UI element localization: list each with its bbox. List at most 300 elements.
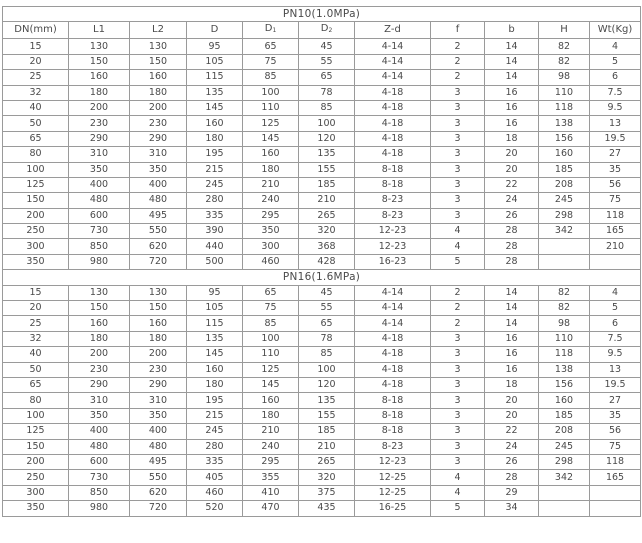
column-header: [485, 22, 539, 39]
table-cell: 4-14: [355, 54, 431, 69]
table-cell: 110: [243, 100, 299, 115]
table-cell: 12-25: [355, 470, 431, 485]
table-cell: 310: [69, 393, 130, 408]
table-cell: 2: [431, 285, 485, 300]
table-cell: 245: [539, 193, 590, 208]
table-cell: 3: [431, 131, 485, 146]
table-cell: 16: [485, 85, 539, 100]
table-cell: 155: [299, 162, 355, 177]
table-cell: 208: [539, 177, 590, 192]
table-cell: 280: [187, 193, 243, 208]
table-cell: 200: [130, 100, 187, 115]
table-cell: 250: [3, 470, 69, 485]
table-cell: 125: [243, 362, 299, 377]
table-row: [3, 316, 641, 331]
column-header: [590, 22, 641, 39]
table-cell: 4-18: [355, 147, 431, 162]
table-cell: 4-14: [355, 316, 431, 331]
table-cell: 120: [299, 131, 355, 146]
column-header: [299, 22, 355, 39]
table-cell: 180: [187, 131, 243, 146]
table-cell: 250: [3, 224, 69, 239]
table-cell: 118: [539, 100, 590, 115]
table-cell: 5: [590, 301, 641, 316]
table-cell: 82: [539, 285, 590, 300]
table-row: [3, 85, 641, 100]
table-cell: 230: [130, 116, 187, 131]
table-cell: 350: [69, 162, 130, 177]
table-cell: 16: [485, 116, 539, 131]
table-cell: 14: [485, 316, 539, 331]
table-cell: 600: [69, 208, 130, 223]
table-row: [3, 377, 641, 392]
table-cell: 145: [243, 377, 299, 392]
table-cell: 150: [3, 193, 69, 208]
table-cell: 100: [3, 162, 69, 177]
table-cell: 115: [187, 70, 243, 85]
table-cell: 3: [431, 377, 485, 392]
table-cell: 240: [243, 193, 299, 208]
table-cell: 350: [3, 501, 69, 516]
section-title-row: [3, 270, 641, 285]
table-cell: 3: [431, 331, 485, 346]
table-cell: 125: [3, 177, 69, 192]
table-cell: 28: [485, 254, 539, 269]
table-cell: 730: [69, 470, 130, 485]
table-cell: 980: [69, 254, 130, 269]
table-cell: 130: [69, 39, 130, 54]
table-row: [3, 239, 641, 254]
table-cell: 12-25: [355, 485, 431, 500]
table-cell: 350: [243, 224, 299, 239]
table-cell: 55: [299, 301, 355, 316]
table-cell: 20: [485, 147, 539, 162]
column-header: [539, 22, 590, 39]
table-cell: 56: [590, 424, 641, 439]
table-cell: 3: [431, 147, 485, 162]
table-cell: 160: [539, 393, 590, 408]
table-cell: 85: [299, 347, 355, 362]
table-cell: 520: [187, 501, 243, 516]
table-cell: [590, 485, 641, 500]
table-cell: 100: [299, 116, 355, 131]
table-cell: 2: [431, 316, 485, 331]
table-cell: 13: [590, 362, 641, 377]
table-cell: 16-25: [355, 501, 431, 516]
table-cell: 7.5: [590, 331, 641, 346]
table-cell: 4: [431, 470, 485, 485]
section-title-row: [3, 7, 641, 22]
table-cell: 8-18: [355, 393, 431, 408]
table-cell: 85: [243, 316, 299, 331]
table-cell: 298: [539, 454, 590, 469]
table-cell: 185: [539, 408, 590, 423]
table-cell: 4: [431, 485, 485, 500]
table-cell: 180: [187, 377, 243, 392]
table-cell: 135: [187, 331, 243, 346]
table-row: [3, 347, 641, 362]
table-cell: 130: [130, 285, 187, 300]
table-cell: 165: [590, 224, 641, 239]
column-header-subscript: 2: [328, 27, 333, 35]
table-cell: [539, 254, 590, 269]
column-header: [355, 22, 431, 39]
table-cell: 15: [3, 39, 69, 54]
table-cell: 350: [69, 408, 130, 423]
table-cell: 295: [243, 208, 299, 223]
table-cell: 4: [590, 285, 641, 300]
table-cell: 40: [3, 347, 69, 362]
table-row: [3, 208, 641, 223]
table-cell: 35: [590, 408, 641, 423]
table-cell: 180: [69, 85, 130, 100]
column-header-label: b: [508, 24, 515, 36]
table-cell: 8-23: [355, 193, 431, 208]
spec-table-container: [2, 6, 640, 517]
table-row: [3, 408, 641, 423]
table-cell: [590, 254, 641, 269]
table-cell: 195: [187, 147, 243, 162]
table-cell: 65: [243, 285, 299, 300]
table-cell: 160: [130, 316, 187, 331]
table-cell: 130: [130, 39, 187, 54]
table-cell: 150: [3, 439, 69, 454]
table-cell: 245: [187, 424, 243, 439]
table-cell: 16: [485, 100, 539, 115]
table-cell: 3: [431, 116, 485, 131]
table-cell: 4-18: [355, 331, 431, 346]
table-cell: 290: [130, 131, 187, 146]
table-cell: 82: [539, 54, 590, 69]
table-cell: 50: [3, 116, 69, 131]
table-cell: 160: [187, 362, 243, 377]
table-cell: 100: [3, 408, 69, 423]
table-cell: 4-18: [355, 131, 431, 146]
table-cell: 405: [187, 470, 243, 485]
table-cell: 160: [69, 70, 130, 85]
table-cell: 230: [130, 362, 187, 377]
column-header: [187, 22, 243, 39]
table-cell: 155: [299, 408, 355, 423]
table-cell: 20: [485, 393, 539, 408]
table-cell: 342: [539, 470, 590, 485]
header-row: [3, 22, 641, 39]
table-cell: 65: [3, 131, 69, 146]
table-cell: [539, 485, 590, 500]
table-cell: 32: [3, 331, 69, 346]
table-cell: 215: [187, 408, 243, 423]
table-cell: 85: [299, 100, 355, 115]
table-cell: 80: [3, 393, 69, 408]
table-cell: 65: [299, 70, 355, 85]
table-cell: 22: [485, 177, 539, 192]
section-title-pn10: PN10(1.0MPa): [3, 7, 641, 22]
table-cell: 105: [187, 54, 243, 69]
table-cell: 335: [187, 454, 243, 469]
table-cell: 100: [299, 362, 355, 377]
table-cell: 55: [299, 54, 355, 69]
table-cell: 3: [431, 393, 485, 408]
table-row: [3, 331, 641, 346]
table-cell: 165: [590, 470, 641, 485]
table-cell: 125: [3, 424, 69, 439]
table-cell: 290: [69, 377, 130, 392]
table-cell: 65: [299, 316, 355, 331]
table-cell: 80: [3, 147, 69, 162]
table-cell: 720: [130, 254, 187, 269]
table-cell: 25: [3, 316, 69, 331]
table-cell: 75: [243, 301, 299, 316]
table-cell: 480: [130, 439, 187, 454]
table-cell: 135: [299, 393, 355, 408]
table-row: [3, 147, 641, 162]
table-cell: 428: [299, 254, 355, 269]
table-body: [3, 7, 641, 517]
column-header-label: H: [560, 24, 568, 36]
table-cell: 3: [431, 193, 485, 208]
table-cell: 45: [299, 39, 355, 54]
table-cell: 160: [243, 147, 299, 162]
table-cell: 265: [299, 454, 355, 469]
table-cell: 120: [299, 377, 355, 392]
table-cell: 19.5: [590, 377, 641, 392]
table-cell: 310: [130, 393, 187, 408]
table-row: [3, 393, 641, 408]
table-row: [3, 131, 641, 146]
table-cell: 300: [3, 239, 69, 254]
table-cell: 300: [3, 485, 69, 500]
table-cell: 85: [243, 70, 299, 85]
table-cell: 16: [485, 331, 539, 346]
table-cell: 138: [539, 116, 590, 131]
section-title-pn16: PN16(1.6MPa): [3, 270, 641, 285]
table-cell: 75: [243, 54, 299, 69]
table-cell: 180: [130, 331, 187, 346]
table-cell: 110: [539, 85, 590, 100]
table-row: [3, 39, 641, 54]
table-cell: 300: [243, 239, 299, 254]
table-cell: 4-14: [355, 70, 431, 85]
table-cell: 495: [130, 208, 187, 223]
table-cell: 215: [187, 162, 243, 177]
table-cell: 400: [130, 177, 187, 192]
table-row: [3, 177, 641, 192]
table-cell: 185: [539, 162, 590, 177]
table-cell: 210: [590, 239, 641, 254]
column-header-label: D: [210, 24, 219, 36]
table-cell: 160: [187, 116, 243, 131]
table-cell: 145: [187, 347, 243, 362]
table-cell: 16: [485, 347, 539, 362]
table-cell: 110: [243, 347, 299, 362]
table-cell: 265: [299, 208, 355, 223]
table-cell: 3: [431, 347, 485, 362]
table-cell: 730: [69, 224, 130, 239]
table-cell: 50: [3, 362, 69, 377]
table-cell: 495: [130, 454, 187, 469]
table-cell: 20: [485, 162, 539, 177]
table-cell: 138: [539, 362, 590, 377]
table-cell: 210: [299, 193, 355, 208]
table-cell: 150: [69, 54, 130, 69]
table-cell: 390: [187, 224, 243, 239]
table-cell: 440: [187, 239, 243, 254]
table-cell: 160: [130, 70, 187, 85]
table-cell: 82: [539, 301, 590, 316]
table-cell: 98: [539, 70, 590, 85]
table-cell: 118: [590, 208, 641, 223]
table-cell: 105: [187, 301, 243, 316]
column-header-label: D: [320, 23, 329, 35]
table-cell: 118: [539, 347, 590, 362]
table-cell: 78: [299, 331, 355, 346]
table-cell: 500: [187, 254, 243, 269]
table-cell: 26: [485, 454, 539, 469]
table-cell: 550: [130, 470, 187, 485]
table-row: [3, 116, 641, 131]
table-cell: 95: [187, 39, 243, 54]
table-cell: 208: [539, 424, 590, 439]
table-cell: 240: [243, 439, 299, 454]
table-row: [3, 285, 641, 300]
table-cell: 3: [431, 100, 485, 115]
table-cell: 290: [69, 131, 130, 146]
table-cell: 295: [243, 454, 299, 469]
table-cell: 435: [299, 501, 355, 516]
table-cell: 110: [539, 331, 590, 346]
table-cell: 160: [243, 393, 299, 408]
column-header: [3, 22, 69, 39]
table-cell: 8-18: [355, 177, 431, 192]
table-cell: 2: [431, 70, 485, 85]
table-cell: 4-18: [355, 116, 431, 131]
table-cell: 342: [539, 224, 590, 239]
table-row: [3, 362, 641, 377]
table-cell: 185: [299, 424, 355, 439]
table-cell: 25: [3, 70, 69, 85]
table-cell: 160: [69, 316, 130, 331]
column-header-subscript: 1: [272, 27, 277, 35]
table-cell: 22: [485, 424, 539, 439]
table-cell: 118: [590, 454, 641, 469]
table-cell: 75: [590, 439, 641, 454]
table-cell: 4-14: [355, 285, 431, 300]
table-cell: 75: [590, 193, 641, 208]
table-cell: 3: [431, 408, 485, 423]
table-cell: 7.5: [590, 85, 641, 100]
table-cell: 5: [431, 254, 485, 269]
table-cell: 150: [130, 54, 187, 69]
table-cell: 8-18: [355, 162, 431, 177]
table-cell: 210: [243, 424, 299, 439]
table-cell: 12-23: [355, 454, 431, 469]
table-cell: 100: [243, 331, 299, 346]
table-cell: 200: [69, 347, 130, 362]
table-cell: 34: [485, 501, 539, 516]
table-cell: 20: [3, 301, 69, 316]
table-cell: 4-14: [355, 39, 431, 54]
column-header: [431, 22, 485, 39]
table-cell: 4-18: [355, 377, 431, 392]
table-cell: 14: [485, 39, 539, 54]
column-header-label: Z-d: [384, 24, 401, 36]
table-row: [3, 301, 641, 316]
table-cell: 16-23: [355, 254, 431, 269]
table-cell: 245: [539, 439, 590, 454]
table-cell: 180: [69, 331, 130, 346]
table-cell: 14: [485, 54, 539, 69]
table-cell: 2: [431, 301, 485, 316]
table-row: [3, 485, 641, 500]
table-cell: 180: [243, 408, 299, 423]
table-cell: 82: [539, 39, 590, 54]
table-cell: 145: [243, 131, 299, 146]
table-cell: 200: [3, 454, 69, 469]
table-cell: 210: [299, 439, 355, 454]
table-cell: 18: [485, 377, 539, 392]
table-cell: 20: [3, 54, 69, 69]
table-cell: 195: [187, 393, 243, 408]
table-cell: 28: [485, 470, 539, 485]
table-cell: 200: [3, 208, 69, 223]
table-cell: 4-18: [355, 347, 431, 362]
column-header-label: Wt(Kg): [597, 24, 633, 36]
flange-dimension-table: [2, 6, 641, 517]
table-cell: 150: [130, 301, 187, 316]
table-cell: 200: [69, 100, 130, 115]
table-cell: 26: [485, 208, 539, 223]
table-cell: 65: [3, 377, 69, 392]
table-cell: 720: [130, 501, 187, 516]
table-cell: 355: [243, 470, 299, 485]
table-cell: 135: [299, 147, 355, 162]
table-cell: 460: [243, 254, 299, 269]
table-cell: 2: [431, 39, 485, 54]
table-cell: 8-23: [355, 208, 431, 223]
table-cell: 480: [69, 439, 130, 454]
table-cell: 78: [299, 85, 355, 100]
table-cell: 13: [590, 116, 641, 131]
table-cell: 4: [590, 39, 641, 54]
table-cell: 145: [187, 100, 243, 115]
table-cell: 320: [299, 224, 355, 239]
table-cell: 368: [299, 239, 355, 254]
table-cell: 185: [299, 177, 355, 192]
table-cell: 400: [69, 177, 130, 192]
table-row: [3, 100, 641, 115]
table-cell: 24: [485, 439, 539, 454]
table-cell: 850: [69, 239, 130, 254]
table-cell: 14: [485, 301, 539, 316]
table-cell: 28: [485, 239, 539, 254]
column-header-label: L2: [152, 24, 164, 36]
table-cell: 180: [243, 162, 299, 177]
table-row: [3, 224, 641, 239]
table-cell: 160: [539, 147, 590, 162]
table-cell: 230: [69, 362, 130, 377]
table-cell: 3: [431, 439, 485, 454]
table-cell: 27: [590, 147, 641, 162]
column-header-label: f: [455, 24, 460, 36]
table-cell: 310: [69, 147, 130, 162]
table-cell: 6: [590, 316, 641, 331]
table-cell: 350: [130, 162, 187, 177]
table-row: [3, 54, 641, 69]
table-cell: 12-23: [355, 239, 431, 254]
table-cell: 27: [590, 393, 641, 408]
table-cell: 550: [130, 224, 187, 239]
table-cell: 24: [485, 193, 539, 208]
